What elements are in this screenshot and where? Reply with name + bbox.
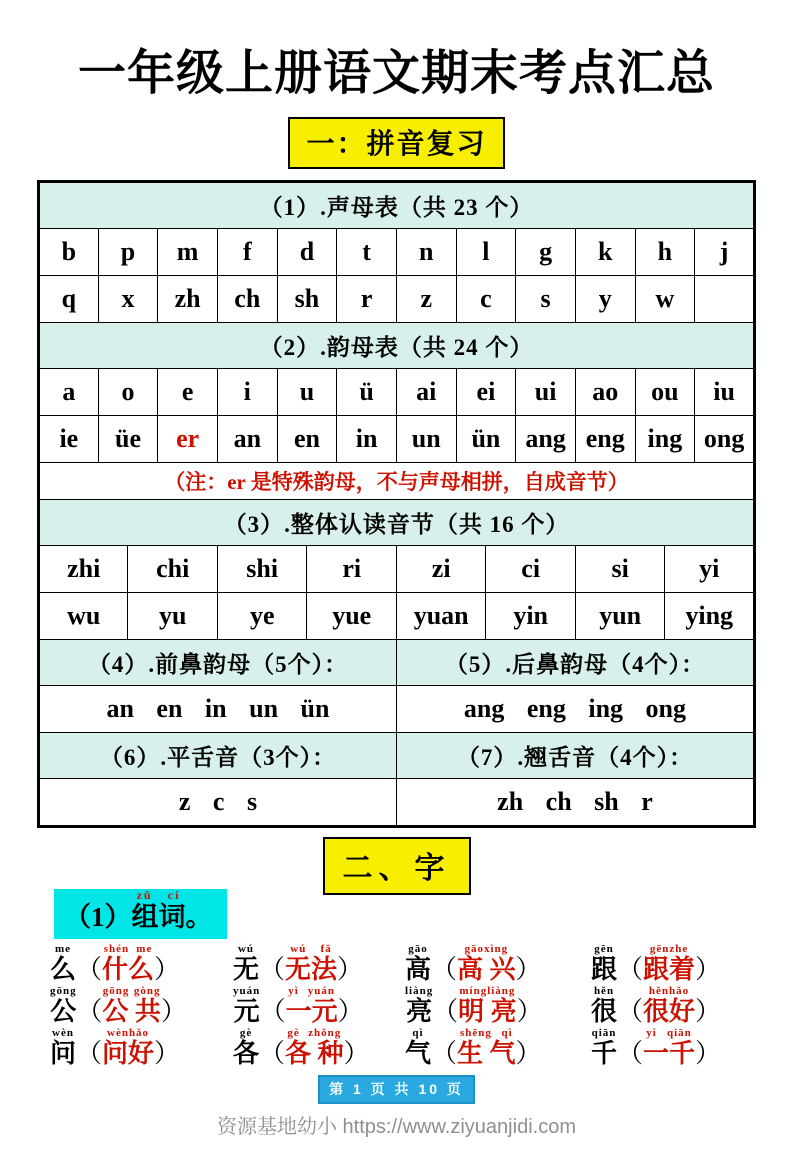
pinyin-cell: o xyxy=(98,369,158,416)
compound-word: 很好hěnhǎo xyxy=(643,984,696,1026)
pinyin-cell: l xyxy=(456,229,516,276)
word-item xyxy=(405,1027,591,1067)
words-grid xyxy=(50,943,793,1067)
pinyin-table-row xyxy=(39,593,755,640)
pinyin-cell: yin xyxy=(486,593,575,640)
compound-word: 一千yì qiān xyxy=(643,1026,696,1068)
base-character: 高gāo xyxy=(405,942,432,984)
close-paren: ） xyxy=(516,996,543,1026)
pinyin-cell: eng xyxy=(575,416,635,463)
page-number-badge: 第 1 页 共 10 页 xyxy=(318,1075,475,1104)
base-character: 问wèn xyxy=(50,1026,77,1068)
compound-word: 无法wú fǎ xyxy=(285,942,338,984)
word-item xyxy=(233,1027,405,1067)
pinyin-cell: w xyxy=(635,276,695,323)
pinyin-cell: an xyxy=(217,416,277,463)
table-section-header: （7）.翘舌音（4个）： xyxy=(396,733,754,779)
close-paren: ） xyxy=(695,996,722,1026)
pinyin-cell: m xyxy=(158,229,218,276)
open-paren: （ xyxy=(259,1038,286,1068)
base-character: 无wú xyxy=(233,942,260,984)
pinyin-table-row xyxy=(39,686,755,733)
pinyin-cell: un xyxy=(396,416,456,463)
pinyin-cell: zh xyxy=(158,276,218,323)
word-item xyxy=(50,943,233,983)
pinyin-table xyxy=(37,180,756,828)
pinyin-cell: ong xyxy=(695,416,755,463)
pinyin-cell: üe xyxy=(98,416,158,463)
pinyin-cell: ei xyxy=(456,369,516,416)
pinyin-cell: ing xyxy=(635,416,695,463)
close-paren: ） xyxy=(515,1038,542,1068)
pinyin-cell: q xyxy=(39,276,99,323)
site-watermark: 资源基地幼小 https://www.ziyuanjidi.com xyxy=(217,1115,576,1138)
section1-heading-row xyxy=(0,101,793,169)
pinyin-cell: yue xyxy=(307,593,396,640)
pinyin-cell: h xyxy=(635,229,695,276)
base-character: 亮liàng xyxy=(405,984,434,1026)
pinyin-table-row xyxy=(39,640,755,686)
pinyin-cell: ü xyxy=(337,369,397,416)
compound-word: 公 共gōng gòng xyxy=(102,984,161,1026)
pinyin-cell: en xyxy=(277,416,337,463)
section2-heading-row xyxy=(0,828,793,895)
footer-badge-row xyxy=(0,1075,793,1104)
pinyin-cell: p xyxy=(98,229,158,276)
zuci-period: 。 xyxy=(185,902,213,933)
pinyin-table-row xyxy=(39,733,755,779)
pinyin-cell: f xyxy=(217,229,277,276)
word-item xyxy=(405,943,591,983)
pinyin-table-row xyxy=(39,369,755,416)
compound-word: 各 种gè zhǒng xyxy=(285,1026,344,1068)
pinyin-cell: c xyxy=(456,276,516,323)
pinyin-table-body xyxy=(39,182,755,827)
pinyin-cell: zi xyxy=(396,546,485,593)
zuci-prefix: （1） xyxy=(64,902,132,933)
open-paren: （ xyxy=(617,954,644,984)
pinyin-cell: yi xyxy=(665,546,755,593)
pinyin-cell: e xyxy=(158,369,218,416)
pinyin-table-row xyxy=(39,182,755,229)
pinyin-table-row xyxy=(39,500,755,546)
close-paren: ） xyxy=(160,996,187,1026)
open-paren: （ xyxy=(432,996,459,1026)
open-paren: （ xyxy=(431,954,458,984)
close-paren: ） xyxy=(154,1038,181,1068)
pinyin-cell: in xyxy=(337,416,397,463)
pinyin-cell: er xyxy=(158,416,218,463)
zuci-label xyxy=(54,889,227,939)
word-item xyxy=(233,985,405,1025)
pinyin-cell: yu xyxy=(128,593,217,640)
table-section-header: （2）.韵母表（共 24 个） xyxy=(39,323,755,369)
close-paren: ） xyxy=(337,996,364,1026)
open-paren: （ xyxy=(431,1038,458,1068)
pinyin-cell: zhi xyxy=(39,546,128,593)
pinyin-cell: ai xyxy=(396,369,456,416)
compound-word: 高 兴gāoxìng xyxy=(457,942,516,984)
pinyin-cell: ri xyxy=(307,546,396,593)
open-paren: （ xyxy=(76,996,103,1026)
compound-word: 什么shén me xyxy=(102,942,155,984)
word-item xyxy=(50,1027,233,1067)
word-item xyxy=(233,943,405,983)
page-title: 一年级上册语文期末考点汇总 xyxy=(77,47,715,100)
zuci-word: 组词zǔ cí xyxy=(131,888,186,933)
open-paren: （ xyxy=(259,996,286,1026)
pinyin-cell: j xyxy=(695,229,755,276)
pinyin-cell: y xyxy=(575,276,635,323)
open-paren: （ xyxy=(617,1038,644,1068)
pinyin-cell: b xyxy=(39,229,99,276)
pinyin-cell: g xyxy=(516,229,576,276)
pinyin-table-row xyxy=(39,779,755,827)
pinyin-cell: d xyxy=(277,229,337,276)
open-paren: （ xyxy=(259,954,286,984)
base-character: 气qì xyxy=(405,1026,432,1068)
pinyin-cell: x xyxy=(98,276,158,323)
pinyin-table-row xyxy=(39,546,755,593)
pinyin-cell: iu xyxy=(695,369,755,416)
pinyin-cell: a xyxy=(39,369,99,416)
section2-heading: 二、字 xyxy=(323,837,471,895)
base-character: 各gè xyxy=(233,1026,260,1068)
compound-word: 跟着gēnzhe xyxy=(643,942,696,984)
base-character: 么me xyxy=(50,942,77,984)
pinyin-cell: ou xyxy=(635,369,695,416)
base-character: 跟gēn xyxy=(591,942,618,984)
table-section-header: （1）.声母表（共 23 个） xyxy=(39,182,755,229)
pinyin-table-row xyxy=(39,463,755,500)
pinyin-cell: ch xyxy=(217,276,277,323)
pinyin-cell: si xyxy=(575,546,664,593)
compound-word: 一元yì yuán xyxy=(285,984,338,1026)
pinyin-cell: yuan xyxy=(396,593,485,640)
pinyin-cell: t xyxy=(337,229,397,276)
pinyin-cell: an en in un ün xyxy=(39,686,397,733)
close-paren: ） xyxy=(695,954,722,984)
pinyin-cell: ang xyxy=(516,416,576,463)
pinyin-cell: ui xyxy=(516,369,576,416)
compound-word: 明 亮míngliàng xyxy=(458,984,517,1026)
zuci-label-row xyxy=(54,889,793,939)
open-paren: （ xyxy=(76,954,103,984)
pinyin-cell: s xyxy=(516,276,576,323)
section1-heading: 一：拼音复习 xyxy=(288,117,504,169)
pinyin-cell: shi xyxy=(217,546,306,593)
word-item xyxy=(591,985,756,1025)
table-note: （注：er 是特殊韵母，不与声母相拼，自成音节） xyxy=(39,463,755,500)
table-section-header: （6）.平舌音（3个）： xyxy=(39,733,397,779)
compound-word: 问好wènhǎo xyxy=(102,1026,155,1068)
word-item xyxy=(591,1027,756,1067)
pinyin-table-row xyxy=(39,323,755,369)
pinyin-cell: n xyxy=(396,229,456,276)
word-item xyxy=(405,985,591,1025)
pinyin-cell xyxy=(695,276,755,323)
pinyin-table-row xyxy=(39,229,755,276)
worksheet-page xyxy=(0,46,793,1168)
pinyin-cell: u xyxy=(277,369,337,416)
pinyin-cell: ao xyxy=(575,369,635,416)
pinyin-cell: ün xyxy=(456,416,516,463)
pinyin-cell: ye xyxy=(217,593,306,640)
table-section-header: （3）.整体认读音节（共 16 个） xyxy=(39,500,755,546)
pinyin-cell: ang eng ing ong xyxy=(396,686,754,733)
pinyin-cell: z c s xyxy=(39,779,397,827)
base-character: 千qiān xyxy=(591,1026,618,1068)
pinyin-cell: i xyxy=(217,369,277,416)
pinyin-cell: ying xyxy=(665,593,755,640)
close-paren: ） xyxy=(695,1038,722,1068)
table-section-header: （4）.前鼻韵母（5个）： xyxy=(39,640,397,686)
pinyin-cell: chi xyxy=(128,546,217,593)
pinyin-cell: r xyxy=(337,276,397,323)
close-paren: ） xyxy=(343,1038,370,1068)
pinyin-cell: zh ch sh r xyxy=(396,779,754,827)
pinyin-cell: sh xyxy=(277,276,337,323)
close-paren: ） xyxy=(154,954,181,984)
pinyin-cell: ie xyxy=(39,416,99,463)
word-item xyxy=(591,943,756,983)
close-paren: ） xyxy=(337,954,364,984)
pinyin-cell: yun xyxy=(575,593,664,640)
open-paren: （ xyxy=(617,996,644,1026)
pinyin-cell: wu xyxy=(39,593,128,640)
base-character: 公gōng xyxy=(50,984,77,1026)
pinyin-cell: k xyxy=(575,229,635,276)
zuci-word-pinyin: zǔ cí xyxy=(131,888,186,903)
base-character: 很hěn xyxy=(591,984,618,1026)
pinyin-cell: ci xyxy=(486,546,575,593)
close-paren: ） xyxy=(515,954,542,984)
pinyin-table-row xyxy=(39,276,755,323)
table-section-header: （5）.后鼻韵母（4个）： xyxy=(396,640,754,686)
base-character: 元yuán xyxy=(233,984,261,1026)
word-item xyxy=(50,985,233,1025)
pinyin-cell: z xyxy=(396,276,456,323)
pinyin-table-row xyxy=(39,416,755,463)
open-paren: （ xyxy=(76,1038,103,1068)
compound-word: 生 气shēng qì xyxy=(457,1026,516,1068)
